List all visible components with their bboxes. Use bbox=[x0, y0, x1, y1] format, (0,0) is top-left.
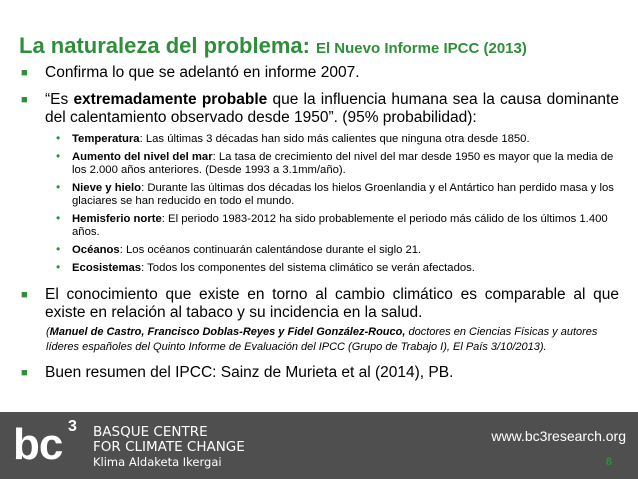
website-link[interactable]: www.bc3research.org bbox=[491, 428, 626, 444]
bullet-2-after: que la influencia humana sea la causa dominante del calentamiento observado desde 1950”. (95% probabilidad): bbox=[45, 91, 619, 126]
page-number: 8 bbox=[605, 456, 612, 468]
slide-title bbox=[19, 33, 527, 59]
sub-bullet-dot-icon: • bbox=[56, 149, 61, 163]
title-main: La naturaleza del problema: bbox=[19, 33, 310, 58]
org-line-3: Klima Aldaketa Ikergai bbox=[93, 455, 222, 469]
sub-bullet-term: Océanos bbox=[72, 244, 120, 256]
sub-bullet-term: Ecosistemas bbox=[72, 262, 142, 274]
citation-authors: Manuel de Castro, Francisco Doblas-Reyes y Fidel González-Rouco, bbox=[49, 326, 406, 338]
bullet-square-icon: ■ bbox=[21, 67, 28, 79]
bullet-square-icon: ■ bbox=[21, 367, 28, 379]
bullet-square-icon: ■ bbox=[21, 289, 28, 301]
sub-bullet-dot-icon: • bbox=[56, 260, 61, 274]
bullet-2-before: “Es bbox=[45, 91, 74, 108]
sub-bullet-list bbox=[19, 133, 619, 275]
sub-bullet-text: : Las últimas 3 décadas han sido más calientes que ninguna otra desde 1850. bbox=[139, 133, 530, 145]
sub-bullet-dot-icon: • bbox=[56, 242, 61, 256]
organization-name bbox=[93, 425, 245, 470]
sub-bullet-term: Temperatura bbox=[72, 133, 140, 145]
bullet-3-text: El conocimiento que existe en torno al cambio climático es comparable al que existe en relación al tabaco y su incidencia en la salud. bbox=[45, 286, 619, 321]
footer-bar bbox=[0, 412, 638, 479]
bullet-square-icon: ■ bbox=[21, 94, 28, 106]
citation bbox=[19, 325, 619, 354]
sub-bullet-item bbox=[19, 262, 619, 275]
sub-bullet-text: : El periodo 1983-2012 ha sido probablemente el periodo más cálido de los últimos 1.400 años. bbox=[72, 213, 608, 238]
sub-bullet-text: : Los océanos continuarán calentándose durante el siglo 21. bbox=[119, 244, 422, 256]
sub-bullet-term: Hemisferio norte bbox=[72, 213, 162, 225]
bullet-2 bbox=[19, 91, 619, 127]
sub-bullet-item bbox=[19, 244, 619, 257]
sub-bullet-text: : Durante las últimas dos décadas los hielos Groenlandia y el Antártico han perdido masa y los glaciares se han reducido en todo el mundo. bbox=[72, 182, 614, 207]
bullet-4 bbox=[19, 364, 619, 382]
org-line-2: FOR CLIMATE CHANGE bbox=[93, 439, 245, 455]
citation-open: ( bbox=[46, 326, 50, 338]
citation-rest: doctores en Ciencias Físicas y autores líderes españoles del Quinto Informe de Evaluación del IPCC (Grupo de Trabajo I), El País 3/10/2013). bbox=[46, 326, 598, 353]
bc3-logo: bc bbox=[13, 420, 63, 469]
bullet-1-text: Confirma lo que se adelantó en informe 2007. bbox=[45, 64, 360, 81]
bullet-3 bbox=[19, 286, 619, 322]
title-subtitle: El Nuevo Informe IPCC (2013) bbox=[315, 40, 527, 57]
bullet-2-emphasis: extremadamente probable bbox=[73, 91, 268, 108]
sub-bullet-term: Nieve y hielo bbox=[72, 182, 142, 194]
sub-bullet-text: : La tasa de crecimiento del nivel del mar desde 1950 es mayor que la media de los 2.000 años anteriores. (Desde 1993 a 3.1mm/año). bbox=[72, 151, 614, 176]
slide-body bbox=[19, 64, 619, 382]
sub-bullet-text: : Todos los componentes del sistema climático se verán afectados. bbox=[141, 262, 475, 274]
sub-bullet-item bbox=[19, 182, 619, 208]
sub-bullet-item bbox=[19, 133, 619, 146]
sub-bullet-item bbox=[19, 213, 619, 239]
bullet-1 bbox=[19, 64, 619, 82]
bullet-4-text: Buen resumen del IPCC: Sainz de Murieta et al (2014), PB. bbox=[45, 364, 454, 381]
sub-bullet-dot-icon: • bbox=[56, 211, 61, 225]
sub-bullet-item bbox=[19, 151, 619, 177]
sub-bullet-dot-icon: • bbox=[56, 131, 61, 145]
bc3-logo-superscript: 3 bbox=[68, 418, 77, 435]
sub-bullet-term: Aumento del nivel del mar bbox=[72, 151, 213, 163]
org-line-1: BASQUE CENTRE bbox=[93, 424, 208, 440]
sub-bullet-dot-icon: • bbox=[56, 180, 61, 194]
